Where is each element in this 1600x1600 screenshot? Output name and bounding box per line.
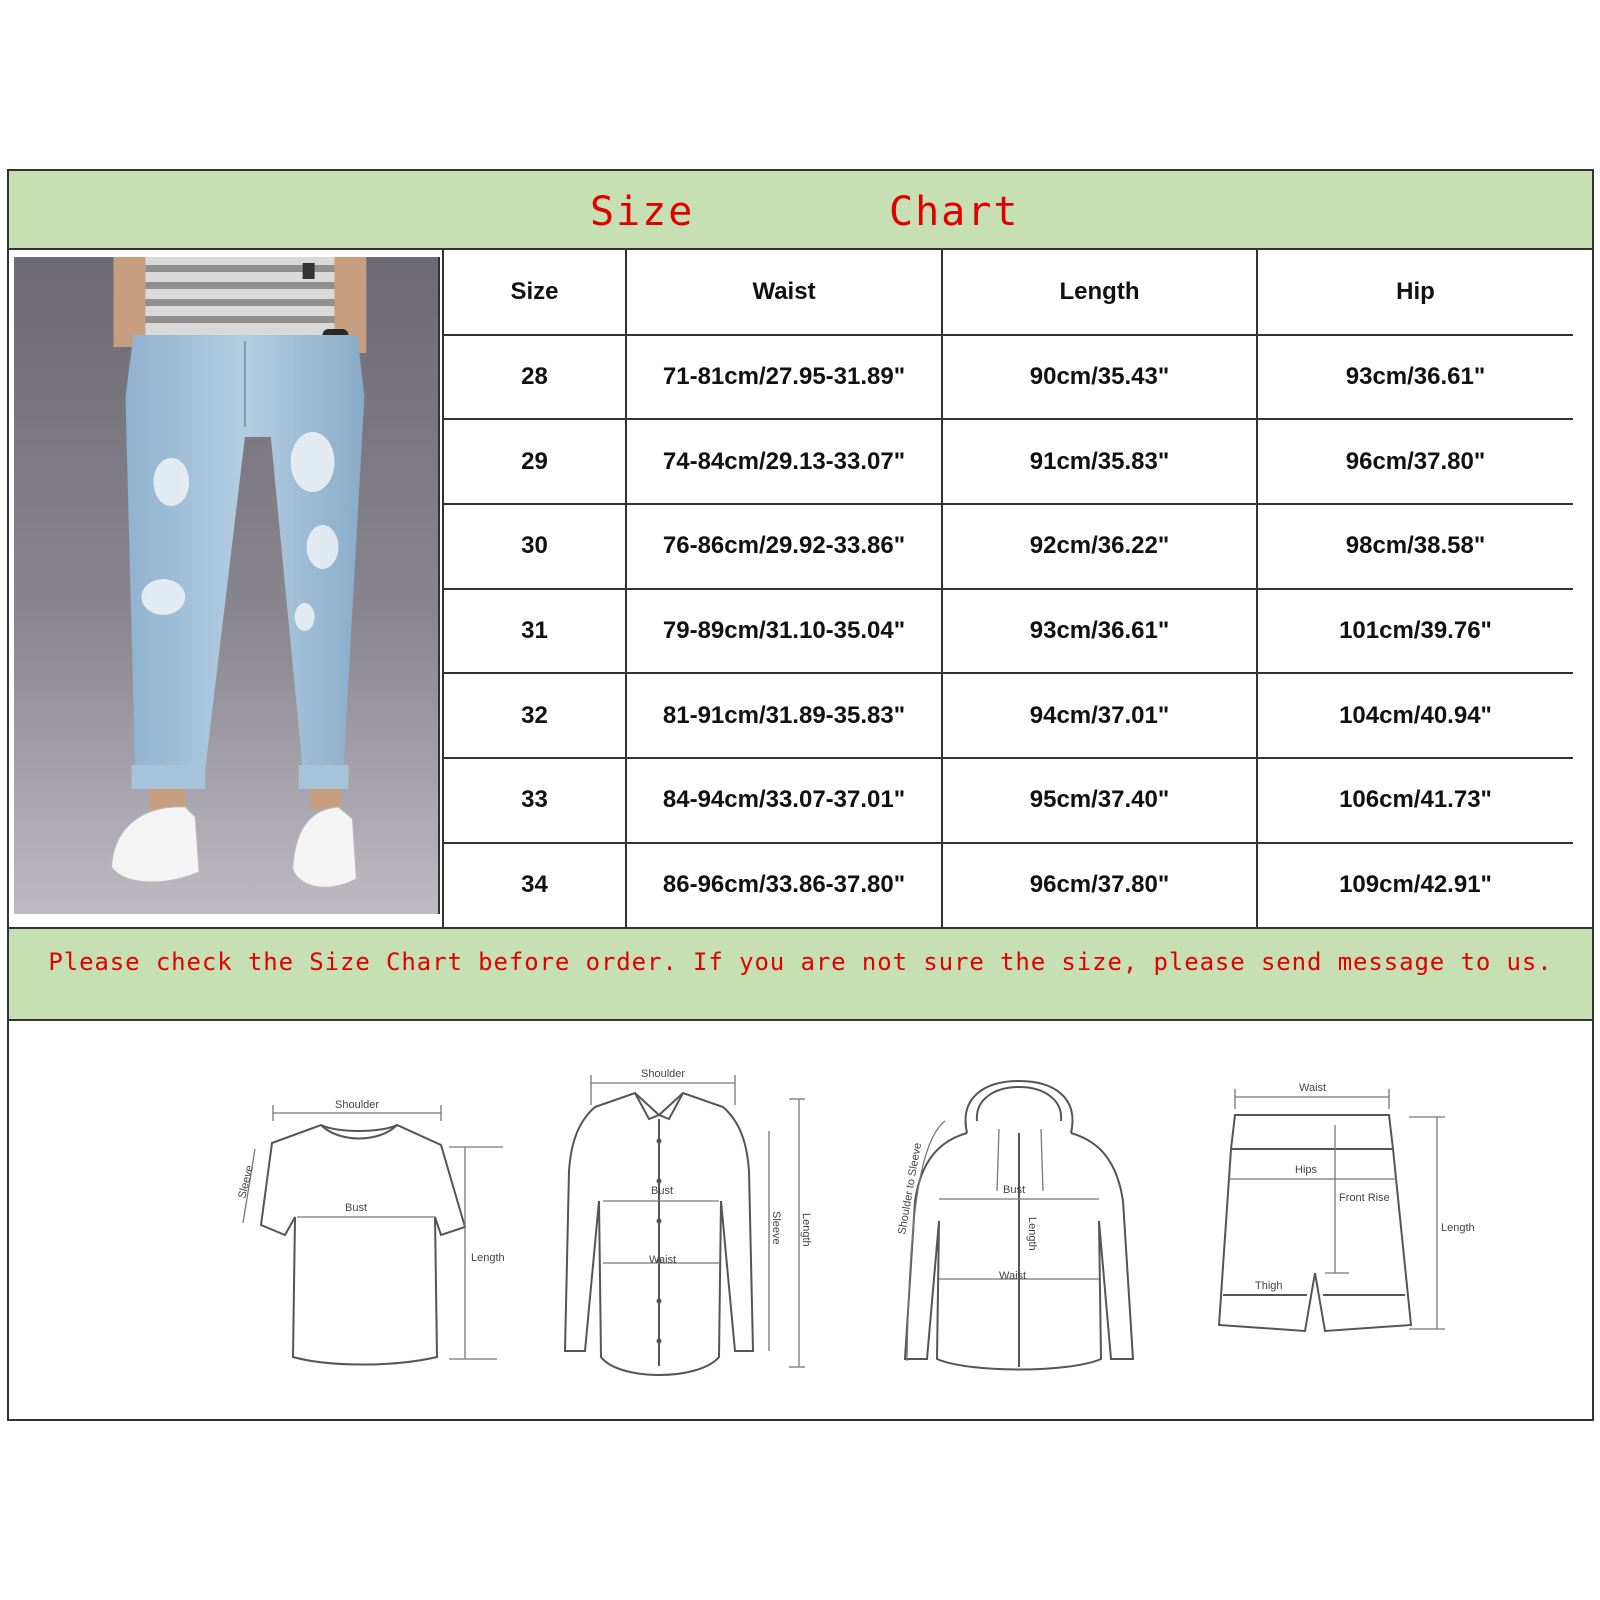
cell-waist: 79-89cm/31.10-35.04" [626, 589, 942, 674]
shorts-diagram [1219, 1082, 1475, 1331]
cell-length: 94cm/37.01" [942, 673, 1257, 758]
shirt-bust-label: Bust [651, 1185, 674, 1197]
jeans-model-image [14, 257, 438, 914]
shorts-waist-label: Waist [1299, 1082, 1327, 1094]
table-row [443, 419, 1573, 504]
shirt-shoulder-label: Shoulder [641, 1068, 686, 1080]
cell-hip: 109cm/42.91" [1257, 843, 1573, 928]
size-chart-sheet [7, 169, 1594, 1421]
cell-size: 31 [443, 589, 626, 674]
cell-length: 92cm/36.22" [942, 504, 1257, 589]
cell-waist: 71-81cm/27.95-31.89" [626, 335, 942, 420]
product-photo [14, 257, 440, 914]
shorts-hips-label: Hips [1295, 1164, 1318, 1176]
cell-size: 33 [443, 758, 626, 843]
shirt-sleeve-label: Sleeve [770, 1211, 782, 1245]
cell-length: 91cm/35.83" [942, 419, 1257, 504]
cell-length: 96cm/37.80" [942, 843, 1257, 928]
cell-size: 29 [443, 419, 626, 504]
hoodie-waist-label: Waist [999, 1270, 1027, 1282]
cell-size: 30 [443, 504, 626, 589]
cell-hip: 96cm/37.80" [1257, 419, 1573, 504]
cell-hip: 93cm/36.61" [1257, 335, 1573, 420]
garment-diagrams-svg [9, 1021, 1592, 1419]
title-word-size: Size [590, 189, 695, 235]
cell-hip: 106cm/41.73" [1257, 758, 1573, 843]
cell-length: 93cm/36.61" [942, 589, 1257, 674]
cell-waist: 76-86cm/29.92-33.86" [626, 504, 942, 589]
table-row [443, 589, 1573, 674]
cell-waist: 81-91cm/31.89-35.83" [626, 673, 942, 758]
notice-text: Please check the Size Chart before order. If you are not sure the size, please send message to us. [48, 948, 1553, 976]
cell-size: 28 [443, 335, 626, 420]
header-hip: Hip [1257, 250, 1573, 335]
table-header-row [443, 250, 1573, 335]
title-bar [9, 171, 1592, 250]
cell-waist: 84-94cm/33.07-37.01" [626, 758, 942, 843]
cell-hip: 101cm/39.76" [1257, 589, 1573, 674]
shirt-length-label: Length [800, 1213, 812, 1247]
tshirt-sleeve-label: Sleeve [236, 1164, 257, 1200]
tshirt-diagram [236, 1099, 504, 1365]
garment-measure-diagrams [9, 1021, 1592, 1419]
hoodie-shoulder-to-sleeve-label: Shoulder to Sleeve [896, 1141, 925, 1236]
shorts-thigh-label: Thigh [1255, 1280, 1283, 1292]
table-row [443, 504, 1573, 589]
hoodie-diagram [896, 1081, 1133, 1370]
cell-hip: 98cm/38.58" [1257, 504, 1573, 589]
cell-size: 32 [443, 673, 626, 758]
cell-waist: 86-96cm/33.86-37.80" [626, 843, 942, 928]
tshirt-bust-label: Bust [345, 1202, 368, 1214]
hoodie-bust-label: Bust [1003, 1184, 1026, 1196]
cell-length: 95cm/37.40" [942, 758, 1257, 843]
shorts-length-label: Length [1441, 1222, 1475, 1234]
header-waist: Waist [626, 250, 942, 335]
cell-waist: 74-84cm/29.13-33.07" [626, 419, 942, 504]
shirt-waist-label: Waist [649, 1254, 677, 1266]
shorts-front-rise-label: Front Rise [1339, 1192, 1390, 1204]
notice-bar [9, 927, 1592, 1021]
hoodie-length-label: Length [1026, 1217, 1038, 1251]
cell-size: 34 [443, 843, 626, 928]
table-row [443, 843, 1573, 928]
tshirt-length-label: Length [471, 1252, 505, 1264]
cell-length: 90cm/35.43" [942, 335, 1257, 420]
shirt-diagram [565, 1068, 812, 1375]
table-row [443, 673, 1573, 758]
size-table [442, 250, 1573, 929]
header-length: Length [942, 250, 1257, 335]
table-row [443, 335, 1573, 420]
tshirt-shoulder-label: Shoulder [335, 1099, 380, 1111]
cell-hip: 104cm/40.94" [1257, 673, 1573, 758]
header-size: Size [443, 250, 626, 335]
title-word-chart: Chart [889, 189, 1020, 235]
table-row [443, 758, 1573, 843]
